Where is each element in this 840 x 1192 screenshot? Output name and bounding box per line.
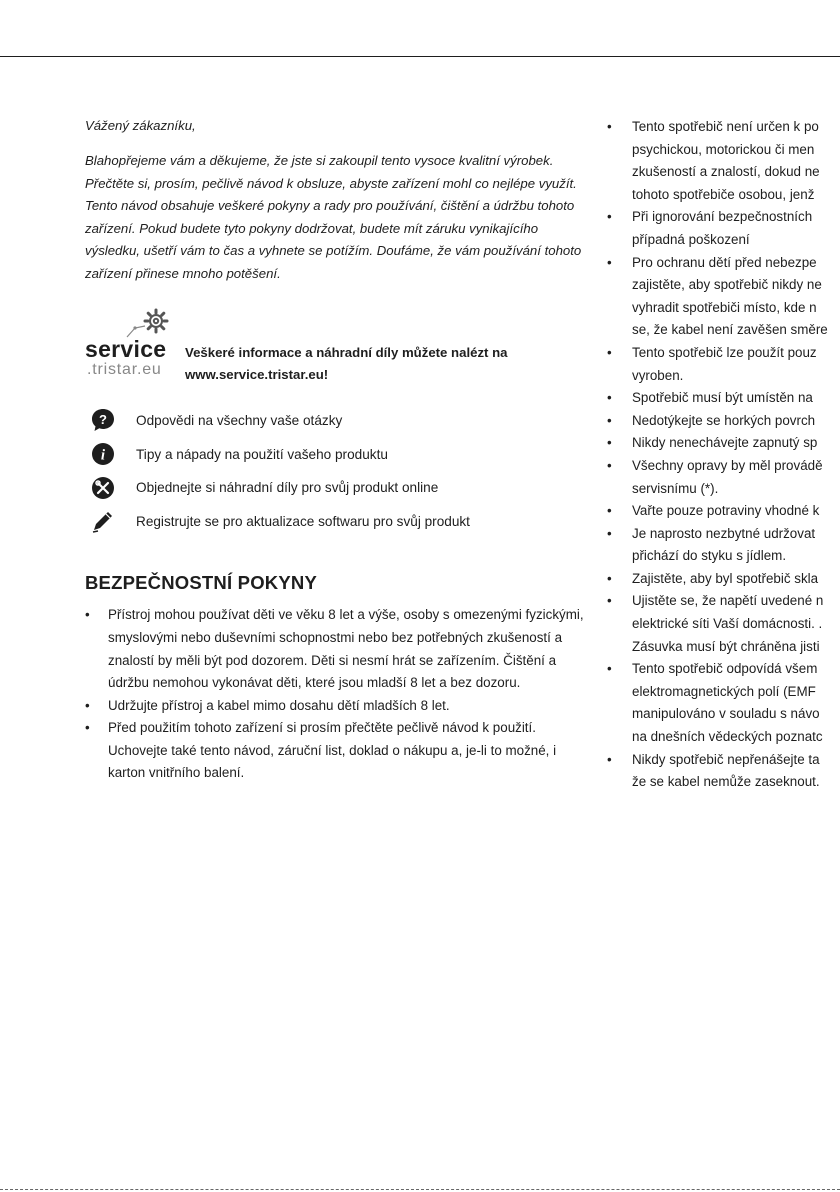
feature-list: [85, 404, 585, 539]
logo-word: service: [85, 335, 167, 362]
safety-item: • Pro ochranu dětí před nebezpe zajistěte, aby spotřebič nikdy ne vyhradit spotřebiči místo, kde n se, že kabel není zavěšen směre: [607, 252, 840, 342]
service-info-line1: Veškeré informace a náhradní díly můžete nalézt na: [185, 344, 508, 360]
feature-item: [85, 404, 585, 438]
service-url-link[interactable]: www.service.tristar.eu!: [185, 367, 329, 383]
feature-text: Registrujte se pro aktualizace softwaru pro svůj produkt: [136, 513, 470, 529]
feature-item: [85, 505, 585, 539]
svg-text:i: i: [100, 447, 106, 464]
left-column: [85, 116, 585, 785]
safety-item: • Tento spotřebič není určen k po psychickou, motorickou či men zkušeností a znalostí, dokud ne tohoto spotřebiče osobou, jenž: [607, 116, 840, 206]
safety-item: • Tento spotřebič odpovídá všem elektromagnetických polí (EMF manipulováno v souladu s návo na dnešních vědeckých poznatc: [607, 658, 840, 748]
bottom-rule: [0, 1189, 840, 1190]
info-icon: [89, 440, 117, 468]
tools-icon: [89, 474, 117, 502]
safety-item: • Vařte pouze potraviny vhodné k: [607, 500, 840, 523]
feature-text: Objednejte si náhradní díly pro svůj produkt online: [136, 480, 439, 496]
safety-item: • Všechny opravy by měl provádě servisnímu (*).: [607, 455, 840, 500]
safety-item: • Udržujte přístroj a kabel mimo dosahu dětí mladších 8 let.: [85, 695, 585, 718]
feature-text: Odpovědi na všechny vaše otázky: [136, 412, 343, 428]
service-block: [85, 308, 585, 384]
greeting: Vážený zákazníku,: [85, 118, 196, 133]
intro-paragraph: Blahopřejeme vám a děkujeme, že jste si zakoupil tento vysoce kvalitní výrobek. Přečtěte si, prosím, pečlivě návod k obsluze, abyste zařízení mohl co nejlépe využít. Tento návod obsahuje veškeré pokyny a rady pro používání, čištění a údržbu tohoto zařízení. Pokud budete tyto pokyny dodržovat, budete mít záruku vynikajícího výsledku, ušetří vám to čas a vyhnete se potížím. Doufáme, že vám používání tohoto zařízení přinese mnoho potěšení.: [85, 153, 582, 281]
safety-item: • Nikdy spotřebič nepřenášejte ta že se kabel nemůže zaseknout.: [607, 749, 840, 794]
safety-item: • Tento spotřebič lze použít pouz vyroben.: [607, 342, 840, 387]
right-column: [607, 116, 840, 794]
safety-title: BEZPEČNOSTNÍ POKYNY: [85, 572, 317, 594]
pencil-icon: [89, 507, 117, 535]
service-logo: [85, 308, 180, 384]
svg-text:?: ?: [99, 412, 107, 428]
safety-item: • Zajistěte, aby byl spotřebič skla: [607, 568, 840, 591]
safety-list-left: [85, 604, 585, 785]
safety-item: • Je naprosto nezbytné udržovat přichází do styku s jídlem.: [607, 523, 840, 568]
logo-domain: .tristar.eu: [87, 360, 162, 378]
safety-item: • Přístroj mohou používat děti ve věku 8 let a výše, osoby s omezenými fyzickými, smyslovými nebo duševními schopnostmi nebo bez potřebných zkušeností a znalostí by měli být pod dozorem. Děti si nesmí hrát se zařízením. Čištění a údržbu nemohou vykonávat děti, které jsou mladší 8 let a bez dozoru.: [85, 604, 585, 694]
question-icon: [89, 406, 117, 434]
safety-item: • Nedotýkejte se horkých povrch: [607, 410, 840, 433]
service-info: [185, 342, 585, 387]
safety-item: • Ujistěte se, že napětí uvedené n elektrické síti Vaší domácnosti. . Zásuvka musí být chráněna jisti: [607, 590, 840, 658]
safety-item: • Nikdy nenechávejte zapnutý sp: [607, 432, 840, 455]
feature-item: [85, 437, 585, 471]
safety-item: • Před použitím tohoto zařízení si prosím přečtěte pečlivě návod k použití. Uchovejte také tento návod, záruční list, doklad o nákupu a, je-li to možné, i karton vnitřního balení.: [85, 717, 585, 785]
safety-item: • Při ignorování bezpečnostních případná poškození: [607, 206, 840, 251]
safety-item: • Spotřebič musí být umístěn na: [607, 387, 840, 410]
safety-list-right: [607, 116, 840, 794]
top-rule: [0, 56, 840, 57]
feature-item: [85, 471, 585, 505]
feature-text: Tipy a nápady na použití vašeho produktu: [136, 446, 388, 462]
